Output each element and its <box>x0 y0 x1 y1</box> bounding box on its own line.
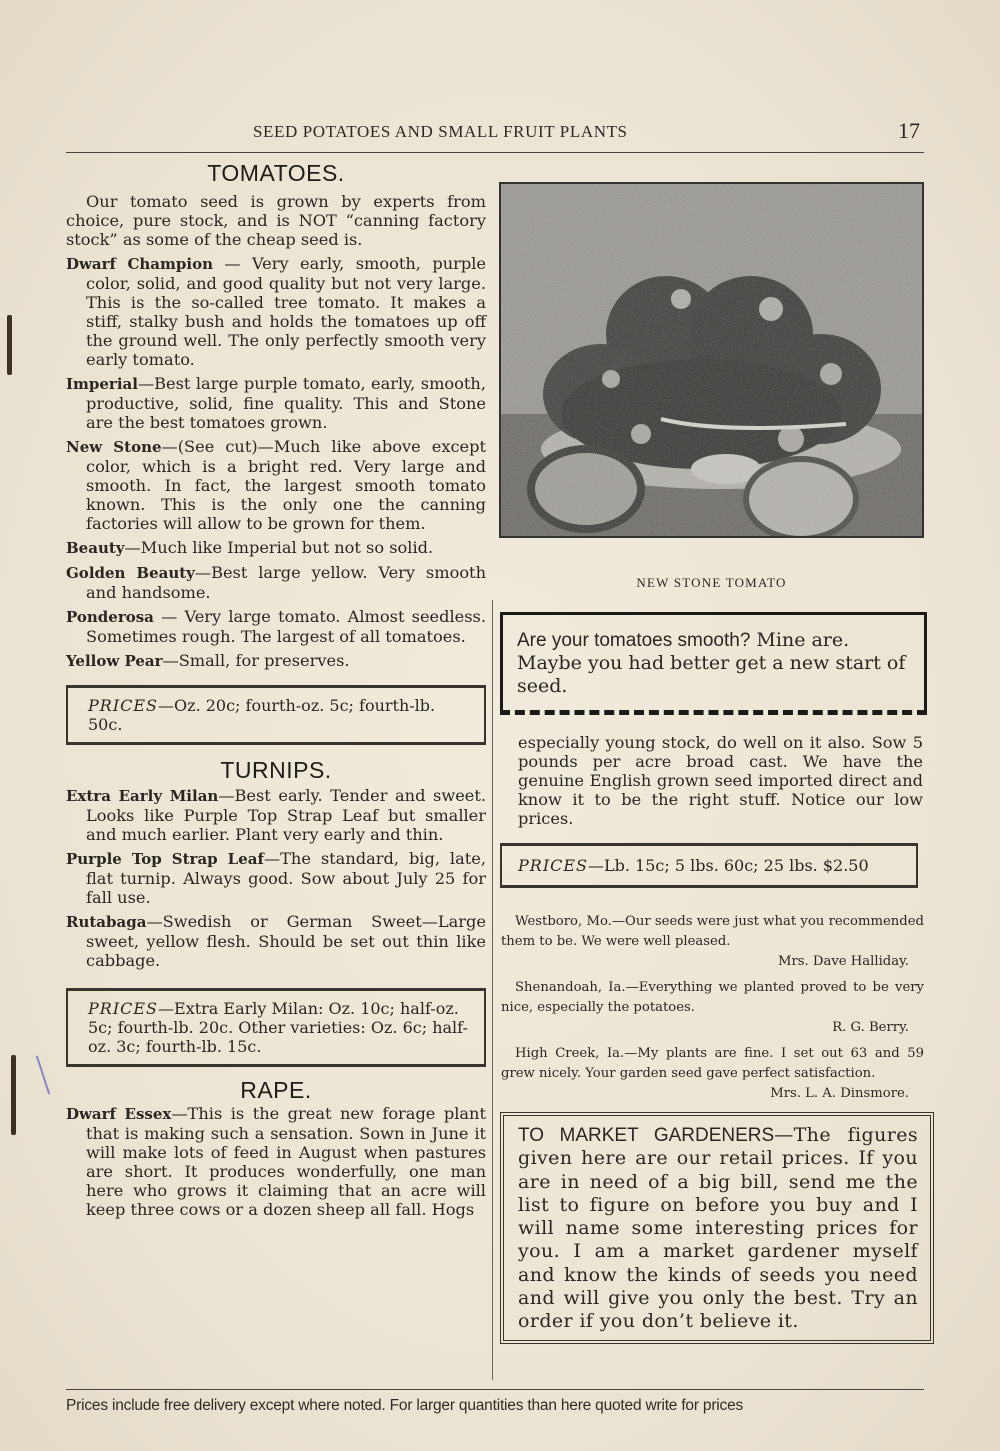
variety-name: Dwarf Essex <box>66 1105 172 1123</box>
tomato-varieties <box>66 254 486 671</box>
rape-continued <box>518 733 923 833</box>
variety-name: New Stone <box>66 438 162 456</box>
prices-label: PRICES <box>88 696 159 715</box>
new-stone-tomato-photo <box>499 182 924 538</box>
rape-prices-box <box>500 843 918 888</box>
turnip-varieties <box>66 786 486 970</box>
column-divider <box>492 600 493 1380</box>
testimonial <box>501 912 924 972</box>
variety-entry <box>66 374 486 432</box>
section-title-turnips: TURNIPS. <box>220 757 332 783</box>
variety-name: Beauty <box>66 539 125 557</box>
ad-text: Mine are. Maybe you had better get a new start of seed. <box>517 629 906 697</box>
binding-mark <box>11 1055 16 1135</box>
tomato-prices-box <box>66 685 486 745</box>
variety-name: Purple Top Strap Leaf <box>66 850 264 868</box>
prices-text: —Extra Early Milan: Oz. 10c; half-oz. 5c; fourth-lb. 20c. Other varieties: Oz. 6c; half-oz. 3c; fourth-lb. 15c. <box>88 999 468 1056</box>
variety-description: —Swedish or German Sweet—Large sweet, yellow flesh. Should be set out thin like cabbage. <box>86 912 486 970</box>
variety-description: —The standard, big, late, flat turnip. Always good. Sow about July 25 for fall use. <box>86 849 486 907</box>
binding-mark <box>7 315 12 375</box>
testimonial-text: High Creek, Ia.—My plants are fine. I set out 63 and 59 grew nicely. Your garden seed gave perfect satisfaction. <box>501 1046 924 1081</box>
testimonial-list <box>501 912 924 1104</box>
smooth-tomatoes-ad <box>500 612 927 715</box>
prices-label: PRICES <box>518 856 589 875</box>
variety-description: —Best large yellow. Very smooth and handsome. <box>86 563 486 602</box>
prices-label: PRICES <box>88 999 159 1018</box>
variety-description: —Best early. Tender and sweet. Looks like Purple Top Strap Leaf but smaller and much earlier. Plant very early and thin. <box>86 786 487 844</box>
variety-description: —Much like Imperial but not so solid. <box>124 538 434 557</box>
running-head: SEED POTATOES AND SMALL FRUIT PLANTS <box>253 122 628 141</box>
variety-name: Rutabaga <box>66 913 147 931</box>
testimonial-text: Westboro, Mo.—Our seeds were just what you recommended them to be. We were well pleased. <box>501 914 924 949</box>
testimonial-signature: Mrs. L. A. Dinsmore. <box>770 1086 909 1101</box>
tomatoes-intro: Our tomato seed is grown by experts from choice, pure stock, and is NOT “canning factory stock” as some of the cheap seed is. <box>66 192 486 249</box>
header-rule <box>66 152 924 153</box>
rape-varieties <box>66 1104 486 1219</box>
variety-entry <box>66 437 486 533</box>
variety-entry <box>66 786 486 844</box>
section-title-rape: RAPE. <box>240 1077 312 1103</box>
left-column <box>66 160 487 1224</box>
testimonials <box>501 912 924 1110</box>
pen-mark <box>36 1056 50 1095</box>
rape-continued-text: especially young stock, do well on it also. Sow 5 pounds per acre broad cast. We have the genuine English grown seed imported direct and know it to be the right stuff. Notice our low prices. <box>518 733 923 828</box>
variety-description: — Very large tomato. Almost seedless. Sometimes rough. The largest of all tomatoes. <box>86 607 486 646</box>
variety-name: Ponderosa <box>66 608 154 626</box>
variety-entry <box>66 563 486 602</box>
variety-description: —This is the great new forage plant that is making such a sensation. Sown in June it will make lots of feed in August when pastures are short. It produces wonderfully, one man here who grows it claiming that an acre will keep three cows or a dozen sheep all fall. Hogs <box>86 1104 486 1219</box>
variety-description: —Best large purple tomato, early, smooth, productive, solid, fine quality. This and Stone are the best tomatoes grown. <box>86 374 486 432</box>
variety-entry <box>66 849 486 907</box>
variety-entry <box>66 254 486 369</box>
testimonial <box>501 1044 924 1104</box>
ad-lead: Are your tomatoes smooth? <box>517 630 751 651</box>
prices-text: —Lb. 15c; 5 lbs. 60c; 25 lbs. $2.50 <box>588 856 869 875</box>
variety-name: Yellow Pear <box>66 652 163 670</box>
testimonial-signature: Mrs. Dave Halliday. <box>777 954 909 969</box>
section-title-tomatoes: TOMATOES. <box>207 160 345 186</box>
variety-name: Extra Early Milan <box>66 787 219 805</box>
variety-entry <box>66 607 486 646</box>
page-number: 17 <box>898 118 920 143</box>
variety-entry <box>66 538 486 558</box>
market-gardeners-box <box>500 1112 934 1344</box>
variety-name: Dwarf Champion <box>66 255 213 273</box>
variety-description: — Very early, smooth, purple color, solid, and good quality but not very large. This is the so-called tree tomato. It makes a stiff, stalky bush and holds the tomatoes up off the ground well. The only perfectly smooth very early tomato. <box>86 254 486 369</box>
variety-entry <box>66 1104 486 1219</box>
footer-note: Prices include free delivery except where noted. For larger quantities than here quoted write for prices <box>66 1397 744 1414</box>
variety-description: —Small, for preserves. <box>162 651 350 670</box>
photo-caption: NEW STONE TOMATO <box>636 575 787 590</box>
testimonial-signature: R. G. Berry. <box>832 1020 909 1035</box>
market-text: —The figures given here are our retail prices. If you are in need of a big bill, send me the list to figure on before you buy and I will name some interesting prices for you. I am a market gardener myself and know the kinds of seeds you need and will give you only the best. Try an order if you don’t believe it. <box>518 1124 918 1333</box>
footer-rule <box>66 1389 924 1390</box>
prices-text: —Oz. 20c; fourth-oz. 5c; fourth-lb. 50c. <box>88 696 436 734</box>
variety-entry <box>66 651 486 671</box>
tomato-photo-illustration <box>501 184 922 536</box>
turnip-prices-box <box>66 988 486 1067</box>
testimonial <box>501 978 924 1038</box>
variety-entry <box>66 912 486 970</box>
variety-name: Imperial <box>66 375 138 393</box>
variety-description: —(See cut)—Much like above except color, which is a bright red. Very large and smooth. In fact, the largest smooth tomato known. This is the only one the canning factories will allow to be grown for them. <box>86 437 486 533</box>
variety-name: Golden Beauty <box>66 564 195 582</box>
testimonial-text: Shenandoah, Ia.—Everything we planted proved to be very nice, especially the potatoes. <box>501 980 924 1015</box>
market-lead: TO MARKET GARDENERS <box>518 1125 775 1146</box>
